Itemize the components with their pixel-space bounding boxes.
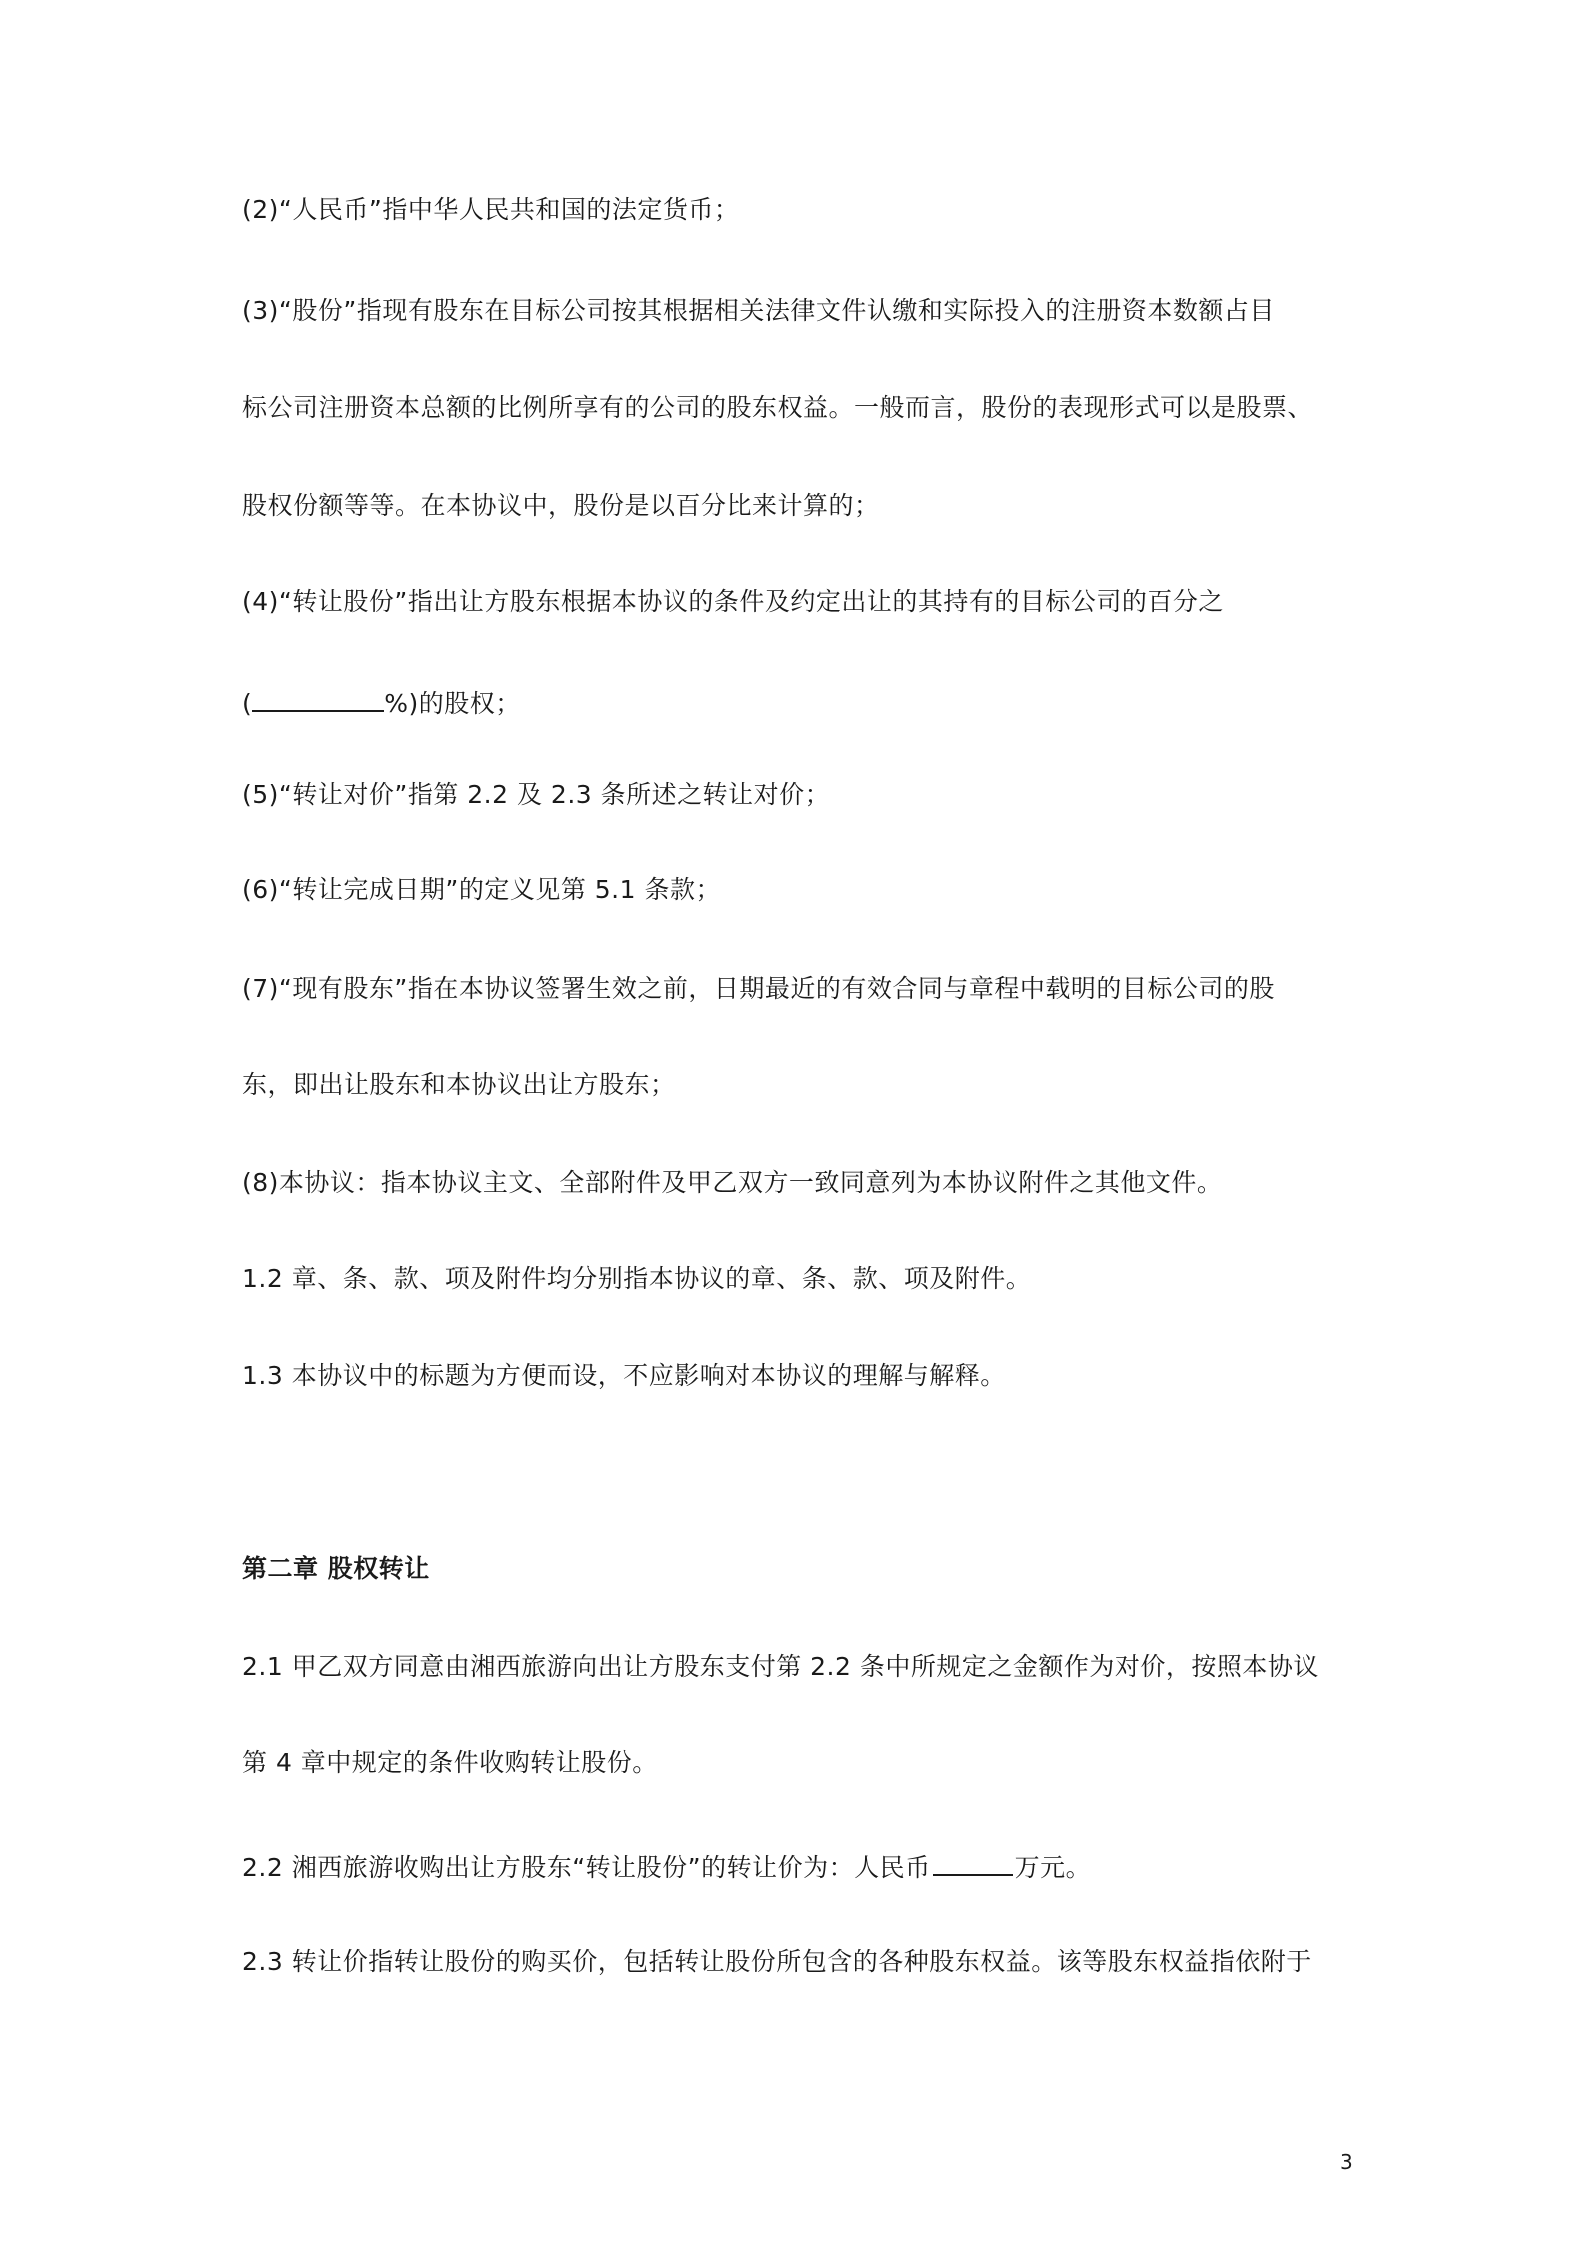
definition-2-rmb: (2)“人民币”指中华人民共和国的法定货币； [242,195,740,224]
definition-4-transfer-shares-line-2 [242,684,521,722]
clause-1-2: 1.2 章、条、款、项及附件均分别指本协议的章、条、款、项及附件。 [242,1264,1032,1293]
percent-blank-prefix: ( [242,689,253,718]
percent-blank-field [252,684,384,712]
clause-2-1-line-1: 2.1 甲乙双方同意由湘西旅游向出让方股东支付第 2.2 条中所规定之金额作为对价，按照本协议 [242,1652,1319,1681]
clause-1-3: 1.3 本协议中的标题为方便而设，不应影响对本协议的理解与解释。 [242,1361,1006,1390]
definition-7-existing-shareholders-line-1: (7)“现有股东”指在本协议签署生效之前，日期最近的有效合同与章程中载明的目标公司的股 [242,974,1275,1003]
clause-2-2 [242,1848,1091,1886]
amount-blank-field [933,1848,1013,1876]
percent-blank-suffix: %)的股权； [384,689,521,718]
page-number: 3 [1340,2150,1353,2174]
definition-5-consideration: (5)“转让对价”指第 2.2 及 2.3 条所述之转让对价； [242,780,831,809]
clause-2-3-line-1: 2.3 转让价指转让股份的购买价，包括转让股份所包含的各种股东权益。该等股东权益指依附于 [242,1947,1312,1976]
definition-3-shares-line-2: 标公司注册资本总额的比例所享有的公司的股东权益。一般而言，股份的表现形式可以是股票、 [242,393,1314,422]
definition-4-transfer-shares-line-1: (4)“转让股份”指出让方股东根据本协议的条件及约定出让的其持有的目标公司的百分之 [242,587,1224,616]
chapter-2-heading: 第二章 股权转让 [242,1554,430,1583]
definition-6-completion-date: (6)“转让完成日期”的定义见第 5.1 条款； [242,875,721,904]
definition-7-existing-shareholders-line-2: 东，即出让股东和本协议出让方股东； [242,1070,676,1099]
clause-2-1-line-2: 第 4 章中规定的条件收购转让股份。 [242,1748,658,1777]
clause-2-2-prefix: 2.2 湘西旅游收购出让方股东“转让股份”的转让价为：人民币 [242,1853,931,1882]
clause-2-2-suffix: 万元。 [1014,1853,1092,1882]
definition-8-agreement: (8)本协议：指本协议主文、全部附件及甲乙双方一致同意列为本协议附件之其他文件。 [242,1168,1223,1197]
definition-3-shares-line-1: (3)“股份”指现有股东在目标公司按其根据相关法律文件认缴和实际投入的注册资本数额占目 [242,296,1275,325]
definition-3-shares-line-3: 股权份额等等。在本协议中，股份是以百分比来计算的； [242,491,880,520]
